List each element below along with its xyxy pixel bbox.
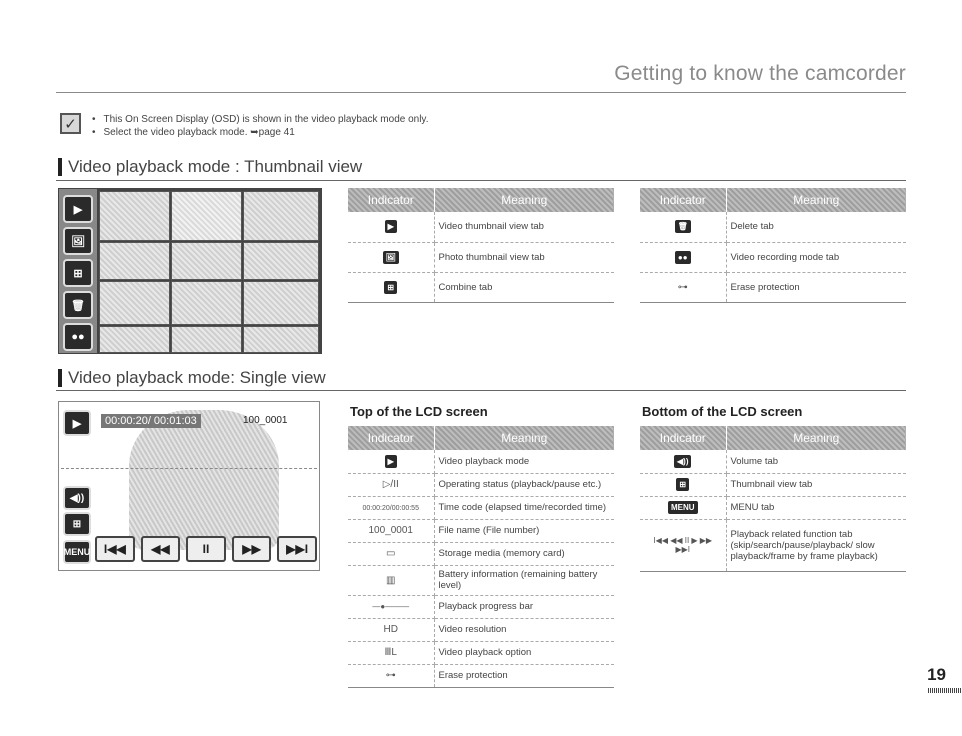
indicator-cell [640, 242, 726, 272]
progress-bar-icon: —●——— [372, 602, 410, 611]
heading-bar [58, 158, 62, 176]
thumbnail-image [99, 326, 170, 353]
thumbnail-image [171, 281, 242, 325]
playback-controls [61, 532, 317, 566]
meaning-cell: Volume tab [726, 450, 906, 473]
time-code: 00:00:20/ 00:01:03 [101, 414, 201, 428]
volume-icon: ◀)) [674, 455, 691, 468]
thumbnail-table-left [348, 188, 614, 303]
thumbnail-image [99, 191, 170, 241]
skip-forward-button[interactable]: ▶▶I [277, 536, 317, 562]
key-icon: ⊶ [385, 670, 396, 681]
meaning-cell: Delete tab [726, 212, 906, 242]
indicator-cell [640, 496, 726, 519]
key-icon: ⊶ [677, 281, 688, 293]
resolution-icon: HD [383, 624, 398, 635]
meaning-cell: Storage media (memory card) [434, 542, 614, 565]
indicator-cell [348, 664, 434, 687]
thumbnail-image [99, 281, 170, 325]
thumbnail-image [99, 242, 170, 280]
indicator-cell [640, 473, 726, 496]
playback-option-icon: ⅢL [384, 647, 397, 658]
divider [61, 468, 317, 469]
video-recording-tab-icon: ●● [675, 251, 691, 264]
video-playback-icon: ▶ [385, 455, 397, 468]
meaning-cell: Photo thumbnail view tab [434, 242, 614, 272]
indicator-cell [348, 565, 434, 595]
meaning-cell: Battery information (remaining battery level) [434, 565, 614, 595]
thumbnail-view-icon[interactable]: ⊞ [63, 512, 91, 536]
meaning-cell: File name (File number) [434, 519, 614, 542]
meaning-cell: Erase protection [434, 664, 614, 687]
indicator-cell [348, 272, 434, 302]
meaning-cell: Video playback mode [434, 450, 614, 473]
column-header: Meaning [434, 188, 614, 212]
thumbnail-image [243, 281, 319, 325]
meaning-cell: Operating status (playback/pause etc.) [434, 473, 614, 496]
meaning-cell: Playback progress bar [434, 595, 614, 618]
indicator-cell [348, 618, 434, 641]
battery-icon: ▥ [386, 574, 396, 586]
page-number: 19 [927, 665, 946, 684]
section-rule [56, 390, 906, 391]
section-title: Video playback mode : Thumbnail view [68, 157, 363, 176]
playback-image [129, 410, 279, 550]
menu-button[interactable]: MENU [63, 540, 91, 564]
meaning-cell: Erase protection [726, 272, 906, 302]
single-view-screen [58, 401, 320, 571]
heading-bar [58, 369, 62, 387]
indicator-cell [640, 450, 726, 473]
memory-card-icon: ▭ [386, 548, 396, 559]
thumbnail-image [171, 242, 242, 280]
fast-forward-button[interactable]: ▶▶ [232, 536, 272, 562]
meaning-cell: MENU tab [726, 496, 906, 519]
column-header: Indicator [348, 426, 434, 450]
thumbnail-image [243, 326, 319, 353]
column-header: Meaning [726, 426, 906, 450]
column-header: Meaning [434, 426, 614, 450]
column-header: Indicator [640, 188, 726, 212]
time-code-icon: 00:00:20/00:00:55 [362, 504, 419, 512]
header-rule [56, 92, 906, 93]
meaning-cell: Playback related function tab (skip/search/pause/playback/ slow playback/frame by frame playback) [726, 519, 906, 571]
indicator-cell [348, 496, 434, 519]
column-header: Indicator [348, 188, 434, 212]
page-header-title: Getting to know the camcorder [614, 62, 906, 85]
notes-list [92, 113, 428, 139]
indicator-cell [348, 595, 434, 618]
section-heading-single [58, 368, 326, 388]
meaning-cell: Time code (elapsed time/recorded time) [434, 496, 614, 519]
column-header: Meaning [726, 188, 906, 212]
video-recording-tab-icon[interactable]: ●● [63, 323, 93, 351]
meaning-cell: Combine tab [434, 272, 614, 302]
file-name: 100_0001 [243, 415, 288, 426]
section-heading-thumbnail [58, 157, 362, 177]
playback-controls-icon: I◀◀ ◀◀ II ▶ ▶▶ ▶▶I [653, 536, 713, 554]
volume-icon[interactable]: ◀)) [63, 486, 91, 510]
bottom-lcd-table [640, 426, 906, 572]
pause-button[interactable]: II [186, 536, 226, 562]
indicator-cell [348, 473, 434, 496]
file-name-icon: 100_0001 [368, 525, 413, 536]
column-header: Indicator [640, 426, 726, 450]
meaning-cell: Video thumbnail view tab [434, 212, 614, 242]
video-playback-mode-icon: ▶ [63, 410, 91, 436]
indicator-cell [348, 641, 434, 664]
thumbnail-image [171, 326, 242, 353]
thumbnail-table-right [640, 188, 906, 303]
video-thumbnail-tab-icon[interactable]: ▶ [63, 195, 93, 223]
menu-icon: MENU [668, 501, 698, 514]
meaning-cell: Thumbnail view tab [726, 473, 906, 496]
photo-thumbnail-tab-icon[interactable]: 🖼 [63, 227, 93, 255]
indicator-cell [640, 519, 726, 571]
thumbnail-view-icon: ⊞ [676, 478, 689, 491]
note-item: • This On Screen Display (OSD) is shown in the video playback mode only. [92, 113, 428, 126]
photo-thumbnail-tab-icon: 🖼 [383, 251, 399, 264]
section-title: Video playback mode: Single view [68, 368, 326, 387]
page-number-bar [928, 688, 962, 693]
section-rule [56, 180, 906, 181]
note-item: • Select the video playback mode. ➥page 41 [92, 126, 428, 139]
meaning-cell: Video playback option [434, 641, 614, 664]
thumbnail-screen [58, 188, 322, 354]
bottom-lcd-heading: Bottom of the LCD screen [642, 404, 803, 419]
top-lcd-heading: Top of the LCD screen [350, 404, 488, 419]
meaning-cell: Video resolution [434, 618, 614, 641]
indicator-cell [348, 519, 434, 542]
meaning-cell: Video recording mode tab [726, 242, 906, 272]
video-thumbnail-tab-icon: ▶ [385, 220, 397, 233]
combine-tab-icon[interactable]: ⊞ [63, 259, 93, 287]
indicator-cell [348, 212, 434, 242]
top-lcd-table [348, 426, 614, 688]
note-check-icon: ✓ [60, 113, 81, 134]
indicator-cell [640, 212, 726, 242]
thumbnail-image [171, 191, 242, 241]
play-pause-icon: ▷/II [382, 479, 399, 490]
indicator-cell [348, 542, 434, 565]
indicator-cell [348, 450, 434, 473]
skip-back-button[interactable]: I◀◀ [95, 536, 135, 562]
rewind-button[interactable]: ◀◀ [141, 536, 181, 562]
delete-tab-icon[interactable]: 🗑 [63, 291, 93, 319]
indicator-cell [348, 242, 434, 272]
thumbnail-image [243, 242, 319, 280]
delete-tab-icon: 🗑 [675, 220, 691, 233]
indicator-cell [640, 272, 726, 302]
thumbnail-image [243, 191, 319, 241]
combine-tab-icon: ⊞ [384, 281, 397, 294]
